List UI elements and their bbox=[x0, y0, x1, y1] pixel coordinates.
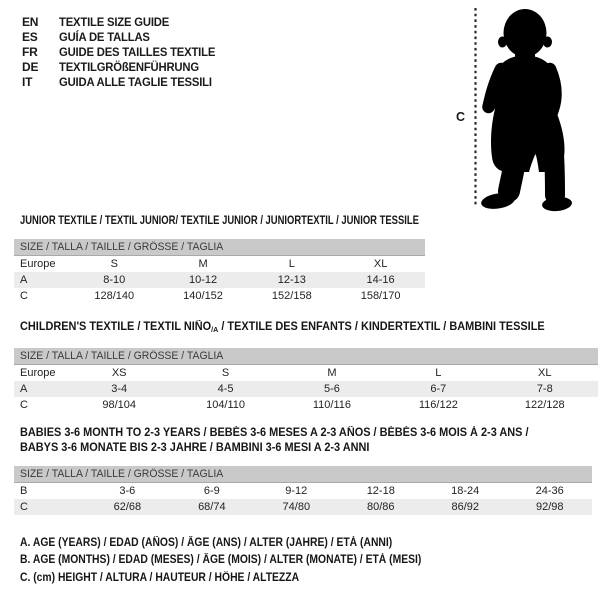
size-header-band bbox=[14, 466, 592, 483]
size-value: 158/170 bbox=[360, 290, 401, 302]
size-value: 152/158 bbox=[271, 290, 312, 302]
size-header-label: SIZE / TALLA / TAILLE / GRÖSSE / TAGLIA bbox=[20, 241, 224, 253]
size-value: 8-10 bbox=[103, 274, 126, 286]
row-label: B bbox=[20, 485, 28, 497]
row-label: C bbox=[20, 399, 28, 411]
size-value: S bbox=[110, 258, 118, 270]
language-title: TEXTILGRÖßENFÜHRUNG bbox=[59, 60, 199, 75]
size-value: 110/116 bbox=[312, 399, 352, 411]
table-row bbox=[14, 365, 598, 381]
babies-section bbox=[14, 426, 592, 515]
table-row bbox=[14, 499, 592, 515]
babies-title-line2: BABYS 3-6 MONATE BIS 2-3 JAHRE / BAMBINI 3-6 MESI A 2-3 ANNI bbox=[20, 442, 370, 454]
size-value: S bbox=[221, 367, 230, 379]
row-label: A bbox=[20, 383, 28, 395]
size-value: M bbox=[327, 367, 337, 379]
size-value: 3-4 bbox=[111, 383, 128, 395]
language-title: TEXTILE SIZE GUIDE bbox=[59, 14, 170, 29]
size-value: 6-7 bbox=[430, 383, 447, 395]
language-title: GUÍA DE TALLAS bbox=[59, 29, 150, 44]
language-row bbox=[22, 29, 225, 44]
size-value: XS bbox=[111, 367, 127, 379]
table-row bbox=[14, 483, 592, 499]
size-value: 18-24 bbox=[451, 485, 480, 497]
language-title: GUIDA ALLE TAGLIE TESSILI bbox=[59, 75, 212, 90]
size-value: 62/68 bbox=[113, 501, 142, 513]
language-row bbox=[22, 44, 225, 59]
size-header-label: SIZE / TALLA / TAILLE / GRÖSSE / TAGLIA bbox=[20, 350, 224, 362]
title-text: CHILDREN'S TEXTILE / TEXTIL NIÑO bbox=[20, 321, 212, 333]
size-header-band bbox=[14, 348, 598, 365]
size-value: 4-5 bbox=[217, 383, 234, 395]
language-code: DE bbox=[22, 60, 39, 75]
size-value: 92/98 bbox=[535, 501, 564, 513]
footnotes bbox=[20, 535, 466, 587]
children-section bbox=[14, 321, 598, 413]
title-subscript: /A bbox=[211, 325, 219, 334]
row-label: A bbox=[20, 274, 28, 286]
size-value: XL bbox=[538, 367, 552, 379]
baby-silhouette-icon bbox=[480, 9, 573, 212]
size-value: 12-18 bbox=[366, 485, 395, 497]
table-row bbox=[14, 397, 598, 413]
footnote-a: A. AGE (YEARS) / EDAD (AÑOS) / ÂGE (ANS) / ALTER (JAHRE) / ETÀ (ANNI) bbox=[20, 537, 393, 549]
junior-size-table bbox=[14, 256, 425, 304]
size-value: 140/152 bbox=[183, 290, 223, 302]
size-value: 5-6 bbox=[323, 383, 340, 395]
row-label: C bbox=[20, 501, 28, 513]
row-label: C bbox=[20, 290, 28, 302]
babies-title-line1: BABIES 3-6 MONTH TO 2-3 YEARS / BEBÉS 3-6 MESES A 2-3 AÑOS / BÉBÉS 3-6 MOIS À 2-3 ANS / bbox=[20, 427, 529, 439]
table-row bbox=[14, 272, 425, 288]
row-label: Europe bbox=[20, 367, 56, 379]
table-row bbox=[14, 256, 425, 272]
footnote-b: B. AGE (MONTHS) / EDAD (MESES) / ÂGE (MOIS) / ALTER (MONATE) / ETÀ (MESI) bbox=[20, 554, 422, 567]
language-row bbox=[22, 60, 225, 75]
language-code: FR bbox=[22, 44, 38, 59]
size-value: M bbox=[198, 258, 208, 270]
size-value: 122/128 bbox=[524, 399, 565, 411]
size-value: 7-8 bbox=[536, 383, 553, 395]
size-value: 14-16 bbox=[366, 274, 395, 286]
size-value: 80/86 bbox=[367, 501, 395, 513]
size-header-band bbox=[14, 239, 425, 256]
language-code: EN bbox=[22, 14, 39, 29]
babies-size-table bbox=[14, 483, 592, 515]
junior-table-title: JUNIOR TEXTILE / TEXTIL JUNIOR/ TEXTILE JUNIOR / JUNIORTEXTIL / JUNIOR TESSILE bbox=[20, 215, 419, 227]
language-row bbox=[22, 14, 225, 29]
size-value: L bbox=[435, 367, 442, 379]
size-value: 104/110 bbox=[206, 399, 246, 411]
size-value: 74/80 bbox=[282, 501, 311, 513]
size-header-label: SIZE / TALLA / TAILLE / GRÖSSE / TAGLIA bbox=[20, 468, 224, 480]
height-figure bbox=[450, 5, 580, 212]
size-value: 68/74 bbox=[198, 501, 226, 513]
row-label: Europe bbox=[20, 258, 56, 270]
size-value: 98/104 bbox=[102, 399, 136, 411]
size-value: 6-9 bbox=[203, 485, 220, 497]
table-row bbox=[14, 381, 598, 397]
footnote-c: C. (cm) HEIGHT / ALTURA / HAUTEUR / HÖHE / ALTEZZA bbox=[20, 571, 300, 584]
children-table-title bbox=[20, 321, 569, 336]
language-title: GUIDE DES TAILLES TEXTILE bbox=[59, 44, 216, 59]
language-code: ES bbox=[22, 29, 38, 44]
children-size-table bbox=[14, 365, 598, 413]
size-value: 9-12 bbox=[285, 485, 308, 497]
size-value: 116/122 bbox=[418, 399, 458, 411]
table-row bbox=[14, 288, 425, 304]
size-value: 3-6 bbox=[119, 485, 136, 497]
size-value: 10-12 bbox=[188, 274, 218, 286]
size-value: XL bbox=[373, 258, 388, 270]
size-value: L bbox=[288, 258, 295, 270]
size-value: 24-36 bbox=[535, 485, 564, 497]
size-value: 128/140 bbox=[94, 290, 135, 302]
language-header bbox=[22, 14, 225, 90]
language-row bbox=[22, 75, 225, 90]
title-text: / TEXTILE DES ENFANTS / KINDERTEXTIL / BAMBINI TESSILE bbox=[218, 321, 545, 333]
measure-label-c: C bbox=[456, 110, 466, 124]
junior-section bbox=[14, 215, 425, 304]
babies-table-title bbox=[20, 426, 592, 456]
size-value: 86/92 bbox=[451, 501, 479, 513]
language-code: IT bbox=[22, 75, 33, 90]
size-value: 12-13 bbox=[277, 274, 306, 286]
